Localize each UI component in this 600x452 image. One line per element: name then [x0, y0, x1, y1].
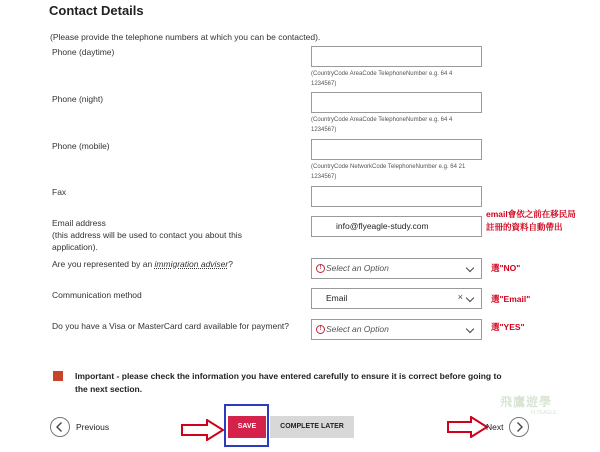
- adviser-annotation: 選"NO": [491, 263, 521, 273]
- phone-night-hint: (CountryCode AreaCode TelephoneNumber e.g. 64 4 1234567): [311, 117, 453, 133]
- adviser-select[interactable]: ! Select an Option: [311, 258, 482, 279]
- fax-label: Fax: [52, 187, 67, 197]
- complete-later-button[interactable]: COMPLETE LATER: [270, 416, 354, 438]
- previous-button[interactable]: [50, 417, 70, 437]
- next-button[interactable]: [509, 417, 529, 437]
- flag-icon: [53, 371, 63, 381]
- warning-icon: !: [316, 325, 325, 334]
- communication-method-label: Communication method: [52, 290, 142, 300]
- chevron-right-icon: [510, 418, 528, 436]
- phone-daytime-input[interactable]: [311, 46, 482, 67]
- phone-mobile-hint: (CountryCode NetworkCode TelephoneNumber e.g. 64 21 1234567): [311, 164, 466, 180]
- phone-daytime-hint: (CountryCode AreaCode TelephoneNumber e.g. 64 4 1234567): [311, 71, 453, 87]
- watermark-sub: FLYEAGLE: [531, 410, 557, 416]
- chevron-down-icon: [466, 325, 474, 333]
- chevron-left-icon: [51, 418, 69, 436]
- email-input[interactable]: info@flyeagle-study.com: [311, 216, 482, 237]
- section-intro: (Please provide the telephone numbers at which you can be contacted).: [50, 32, 321, 42]
- email-label: Email address (this address will be used to contact you about this application).: [52, 218, 242, 252]
- phone-mobile-input[interactable]: [311, 139, 482, 160]
- page-title: Contact Details: [49, 3, 144, 18]
- arrow-right-annotation-icon: [447, 416, 489, 438]
- chevron-down-icon: [466, 294, 474, 302]
- immigration-adviser-link[interactable]: immigration adviser: [154, 259, 229, 269]
- card-label: Do you have a Visa or MasterCard card available for payment?: [52, 321, 290, 331]
- card-annotation: 選"YES": [491, 322, 525, 332]
- phone-night-label: Phone (night): [52, 94, 104, 104]
- save-button[interactable]: SAVE: [228, 416, 266, 438]
- phone-mobile-label: Phone (mobile): [52, 141, 110, 151]
- fax-input[interactable]: [311, 186, 482, 207]
- clear-icon[interactable]: ×: [457, 292, 463, 302]
- chevron-down-icon: [466, 264, 474, 272]
- communication-method-select[interactable]: Email ×: [311, 288, 482, 309]
- adviser-label: Are you represented by an immigration adviser?: [52, 259, 233, 269]
- watermark-logo: 飛鷹遊學: [500, 395, 553, 409]
- email-annotation: email會依之前在移民局 註冊的資料自動帶出: [486, 209, 576, 232]
- phone-daytime-label: Phone (daytime): [52, 47, 115, 57]
- phone-night-input[interactable]: [311, 92, 482, 113]
- method-annotation: 選"Email": [491, 294, 531, 304]
- arrow-right-annotation-icon: [181, 419, 225, 441]
- previous-label[interactable]: Previous: [76, 422, 110, 432]
- next-label[interactable]: Next: [486, 422, 504, 432]
- card-select[interactable]: ! Select an Option: [311, 319, 482, 340]
- warning-icon: !: [316, 264, 325, 273]
- important-notice: Important - please check the information you have entered carefully to ensure it is correct before going to the next section.: [75, 371, 502, 394]
